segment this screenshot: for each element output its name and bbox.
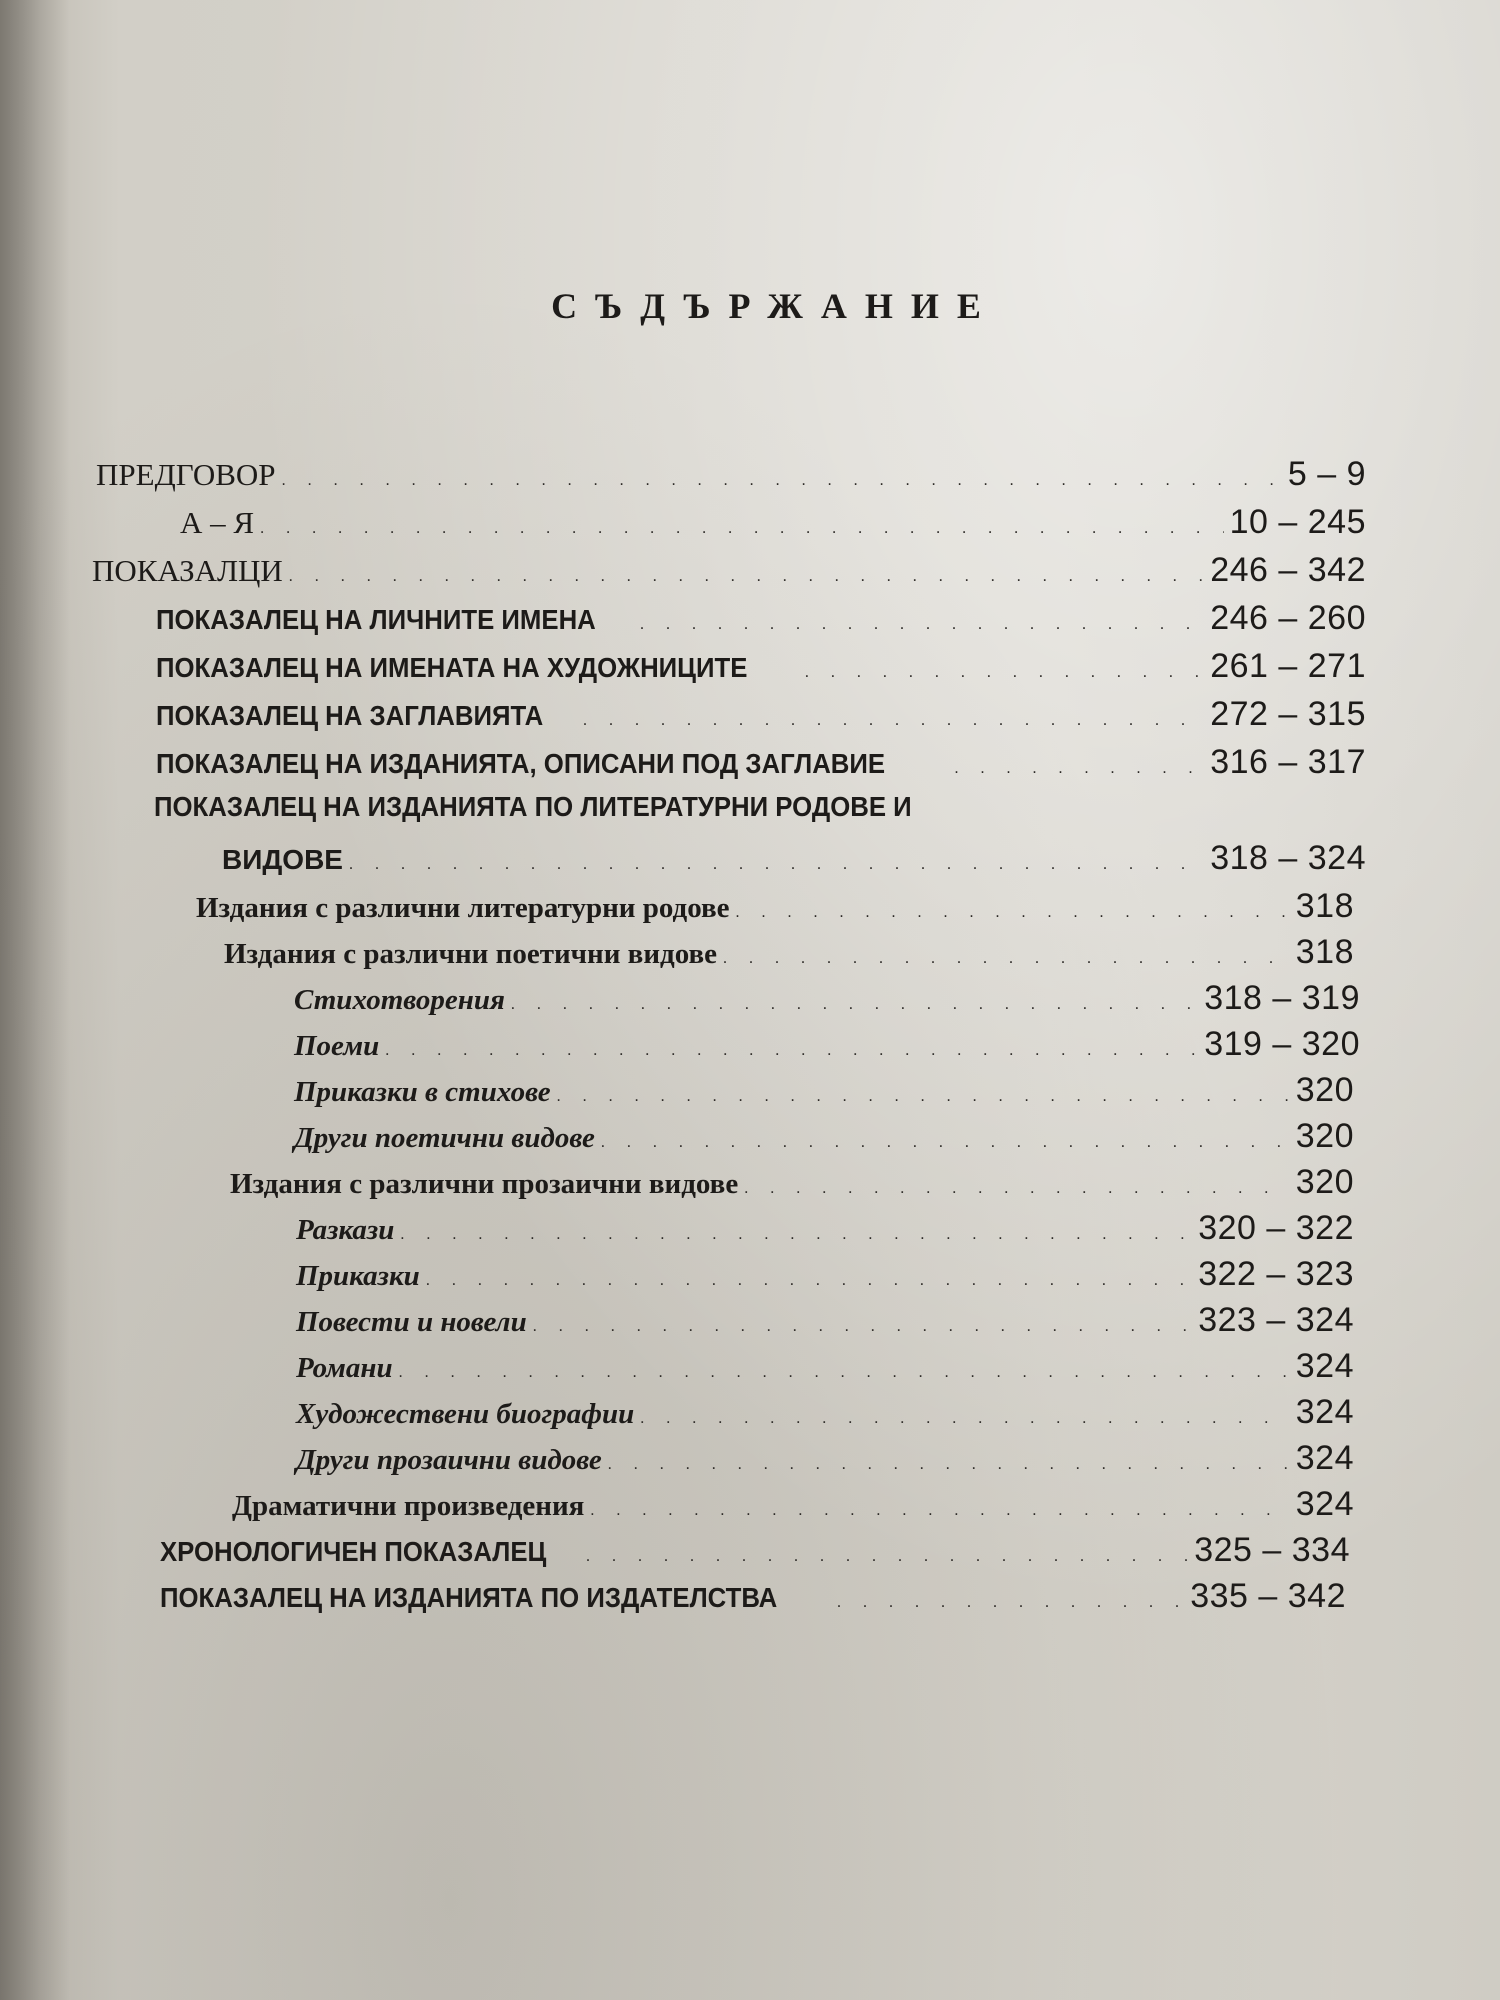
toc-entry-biographies xyxy=(296,1393,1354,1432)
dot-leader xyxy=(557,1088,1290,1106)
toc-entry-label: ПОКАЗАЛЕЦ НА ЛИЧНИТЕ ИМЕНА xyxy=(156,604,596,635)
toc-entry-personal-names-index xyxy=(156,599,1366,638)
toc-entry-pages: 246 – 260 xyxy=(1210,599,1366,637)
dot-leader xyxy=(837,1594,1184,1612)
toc-entry-tales xyxy=(296,1255,1354,1294)
toc-entry-label: Издания с различни прозаични видове xyxy=(230,1168,739,1200)
toc-entry-pages: 324 xyxy=(1295,1439,1354,1477)
dot-leader xyxy=(282,472,1282,490)
dot-leader xyxy=(426,1272,1192,1290)
toc-entry-pages: 318 – 324 xyxy=(1210,839,1366,877)
toc-entry-genres-index xyxy=(154,791,1154,823)
dot-leader xyxy=(590,1502,1289,1520)
page-title: СЪДЪРЖАНИЕ xyxy=(551,286,999,326)
dot-leader xyxy=(955,760,1205,778)
toc-entry-label: ПОКАЗАЛЕЦ НА ЗАГЛАВИЯТА xyxy=(156,700,544,731)
toc-entry-other-prose xyxy=(296,1439,1354,1478)
toc-entry-pages: 10 – 245 xyxy=(1229,503,1366,541)
dot-leader xyxy=(511,996,1198,1014)
toc-entry-pages: 324 xyxy=(1295,1485,1354,1523)
toc-entry-pages: 323 – 324 xyxy=(1198,1301,1354,1339)
toc-entry-label: ПОКАЗАЛЕЦ НА ИЗДАНИЯТА ПО ИЗДАТЕЛСТВА xyxy=(160,1582,778,1613)
toc-entry-label: ПОКАЗАЛЕЦ НА ИМЕНАТА НА ХУДОЖНИЦИТЕ xyxy=(156,652,748,683)
toc-entry-pages: 320 xyxy=(1295,1163,1354,1201)
toc-entry-label: Романи xyxy=(296,1352,393,1384)
toc-entry-long-poems xyxy=(294,1025,1360,1064)
toc-entry-pages: 325 – 334 xyxy=(1194,1531,1350,1569)
toc-entry-label: ПРЕДГОВОР xyxy=(96,457,276,492)
toc-entry-label: Приказки в стихове xyxy=(294,1076,551,1108)
toc-entry-literary-kinds xyxy=(196,887,1354,926)
toc-entry-pages: 318 – 319 xyxy=(1204,979,1360,1017)
dot-leader xyxy=(736,904,1290,922)
toc-entry-pages: 319 – 320 xyxy=(1204,1025,1360,1063)
toc-entry-label: Приказки xyxy=(296,1260,420,1292)
toc-entry-pages: 320 – 322 xyxy=(1198,1209,1354,1247)
toc-entry-prose-kinds xyxy=(230,1163,1354,1202)
dot-leader xyxy=(805,664,1204,682)
toc-entry-label: Повести и новели xyxy=(296,1306,527,1338)
toc-entry-label: А – Я xyxy=(180,505,255,540)
toc-entry-pages: 320 xyxy=(1295,1117,1354,1155)
toc-entry-dramatic-works xyxy=(232,1485,1354,1524)
dot-leader xyxy=(583,712,1204,730)
toc-entry-pages: 261 – 271 xyxy=(1210,647,1366,685)
toc-entry-label: Поеми xyxy=(294,1030,380,1062)
dot-leader xyxy=(400,1226,1192,1244)
dot-leader xyxy=(723,950,1290,968)
dot-leader xyxy=(744,1180,1290,1198)
toc-entry-novels xyxy=(296,1347,1354,1386)
toc-entry-a-ya xyxy=(180,503,1366,542)
toc-entry-label: ВИДОВЕ xyxy=(222,844,343,875)
toc-entry-label: ПОКАЗАЛЕЦ НА ИЗДАНИЯТА ПО ЛИТЕРАТУРНИ РОДОВЕ И xyxy=(154,791,912,822)
toc-entry-label: Разкази xyxy=(296,1214,395,1246)
toc-entry-stories xyxy=(296,1209,1354,1248)
toc-entry-titles-index xyxy=(156,695,1366,734)
toc-entry-label: Стихотворения xyxy=(294,984,505,1016)
toc-entry-pages: 320 xyxy=(1295,1071,1354,1109)
toc-entry-novellas xyxy=(296,1301,1354,1340)
toc-entry-label: Драматични произведения xyxy=(232,1490,585,1522)
toc-entry-pages: 324 xyxy=(1295,1347,1354,1385)
toc-entry-pages: 318 xyxy=(1295,933,1354,971)
dot-leader xyxy=(399,1364,1290,1382)
toc-entry-chronological-index xyxy=(160,1531,1350,1570)
dot-leader xyxy=(640,1410,1290,1428)
dot-leader xyxy=(289,568,1204,586)
toc-entry-pages: 246 – 342 xyxy=(1210,551,1366,589)
toc-entry-label: Други поетични видове xyxy=(294,1122,595,1154)
toc-entry-other-poetic xyxy=(294,1117,1354,1156)
dot-leader xyxy=(601,1134,1290,1152)
toc-entry-pages: 316 – 317 xyxy=(1210,743,1366,781)
toc-entry-pages: 318 xyxy=(1295,887,1354,925)
toc-entry-pages: 272 – 315 xyxy=(1210,695,1366,733)
dot-leader xyxy=(533,1318,1193,1336)
dot-leader xyxy=(260,520,1224,538)
toc-entry-label: Други прозаични видове xyxy=(296,1444,602,1476)
dot-leader xyxy=(349,856,1204,874)
toc-entry-label: Издания с различни поетични видове xyxy=(224,938,718,970)
toc-entry-artists-index xyxy=(156,647,1366,686)
toc-entry-label: ПОКАЗАЛЦИ xyxy=(92,553,283,588)
toc-entry-poems-short xyxy=(294,979,1360,1018)
toc-entry-editions-by-title-index xyxy=(156,743,1366,782)
toc-entry-verse-tales xyxy=(294,1071,1354,1110)
toc-entry-pages: 335 – 342 xyxy=(1190,1577,1346,1615)
toc-entry-publishers-index xyxy=(160,1577,1346,1616)
toc-entry-poetic-kinds xyxy=(224,933,1354,972)
dot-leader xyxy=(385,1042,1198,1060)
dot-leader xyxy=(608,1456,1290,1474)
toc-entry-genres-index-continued xyxy=(222,839,1366,878)
toc-entry-indexes xyxy=(92,551,1366,590)
toc-entry-label: Художествени биографии xyxy=(296,1398,635,1430)
toc-entry-label: ПОКАЗАЛЕЦ НА ИЗДАНИЯТА, ОПИСАНИ ПОД ЗАГЛАВИЕ xyxy=(156,748,886,779)
dot-leader xyxy=(640,616,1204,634)
toc-entry-pages: 322 – 323 xyxy=(1198,1255,1354,1293)
toc-entry-preface xyxy=(96,455,1366,494)
dot-leader xyxy=(586,1548,1188,1566)
toc-entry-label: ХРОНОЛОГИЧЕН ПОКАЗАЛЕЦ xyxy=(160,1536,547,1567)
toc-entry-label: Издания с различни литературни родове xyxy=(196,892,730,924)
toc-entry-pages: 5 – 9 xyxy=(1287,455,1366,493)
toc-entry-pages: 324 xyxy=(1295,1393,1354,1431)
